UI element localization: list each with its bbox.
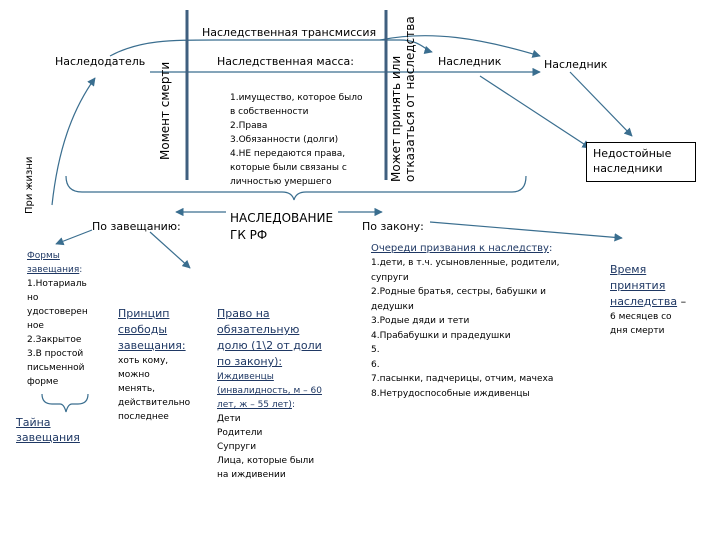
arrow-will-to-forms <box>56 230 92 244</box>
mass-label: Наследственная масса: <box>217 55 354 68</box>
heir-label-2: Наследник <box>544 58 608 71</box>
arrow-heir2-to-unworthy <box>570 72 632 136</box>
transmission-label: Наследственная трансмиссия <box>202 26 377 39</box>
arrow-heir-to-unworthy <box>480 76 590 148</box>
mass-list: 1.имущество, которое было в собственности 2.Права 3.Обязанности (долги) 4.НЕ передаются права, которые были связаны с личностью умершего <box>230 93 363 187</box>
by-law-label: По закону: <box>362 220 424 233</box>
unworthy-heirs-box: Недостойные наследники <box>586 142 696 182</box>
arrow-during-life <box>52 78 95 205</box>
will-forms-title-2: завещания <box>27 265 80 275</box>
testator-label: Наследодатель <box>55 55 146 68</box>
heir-label-1: Наследник <box>438 55 502 68</box>
arrow-law-to-time <box>430 222 622 238</box>
inheritance-queues: Очереди призвания к наследству: 1.дети, в т.ч. усыновленные, родители, супруги 2.Родные братья, сестры, бабушки и дедушки 3.Родые дяди и тети 4.Прабабушки и прадедушки 5. 6. 7.пасынки, падчерицы, отчим, мачеха 8.Нетрудоспособные иждивенцы <box>371 243 560 399</box>
bracket-will-forms <box>42 394 88 412</box>
by-will-label: По завещанию: <box>92 220 181 233</box>
will-secret: Тайна завещания <box>16 416 80 444</box>
moment-of-death-label: Момент смерти <box>158 61 172 160</box>
mandatory-share: Право на обязательную долю (1\2 от доли по закону): Иждивенцы (инвалидность, м – 60 лет, ж – 55 лет): Дети Родители Супруги Лица, которые были на иждивении <box>217 307 322 480</box>
freedom-principle: Принцип свободы завещания: хоть кому, можно менять, действительно последнее <box>118 307 191 422</box>
during-life-label: При жизни <box>24 156 35 214</box>
arrow-will-to-freedom <box>150 232 190 268</box>
inheritance-title: НАСЛЕДОВАНИЕ ГК РФ <box>230 211 334 242</box>
accept-or-refuse-label: Может принять или отказаться от наследства <box>389 16 417 182</box>
will-forms-title-1: Формы <box>27 251 60 261</box>
acceptance-time: Время принятия наследства – 6 месяцев со дня смерти <box>610 263 687 336</box>
will-forms: Формы завещания: 1.Нотариаль но удостоверен ное 2.Закрытое 3.В простой письменной форме <box>27 251 88 387</box>
